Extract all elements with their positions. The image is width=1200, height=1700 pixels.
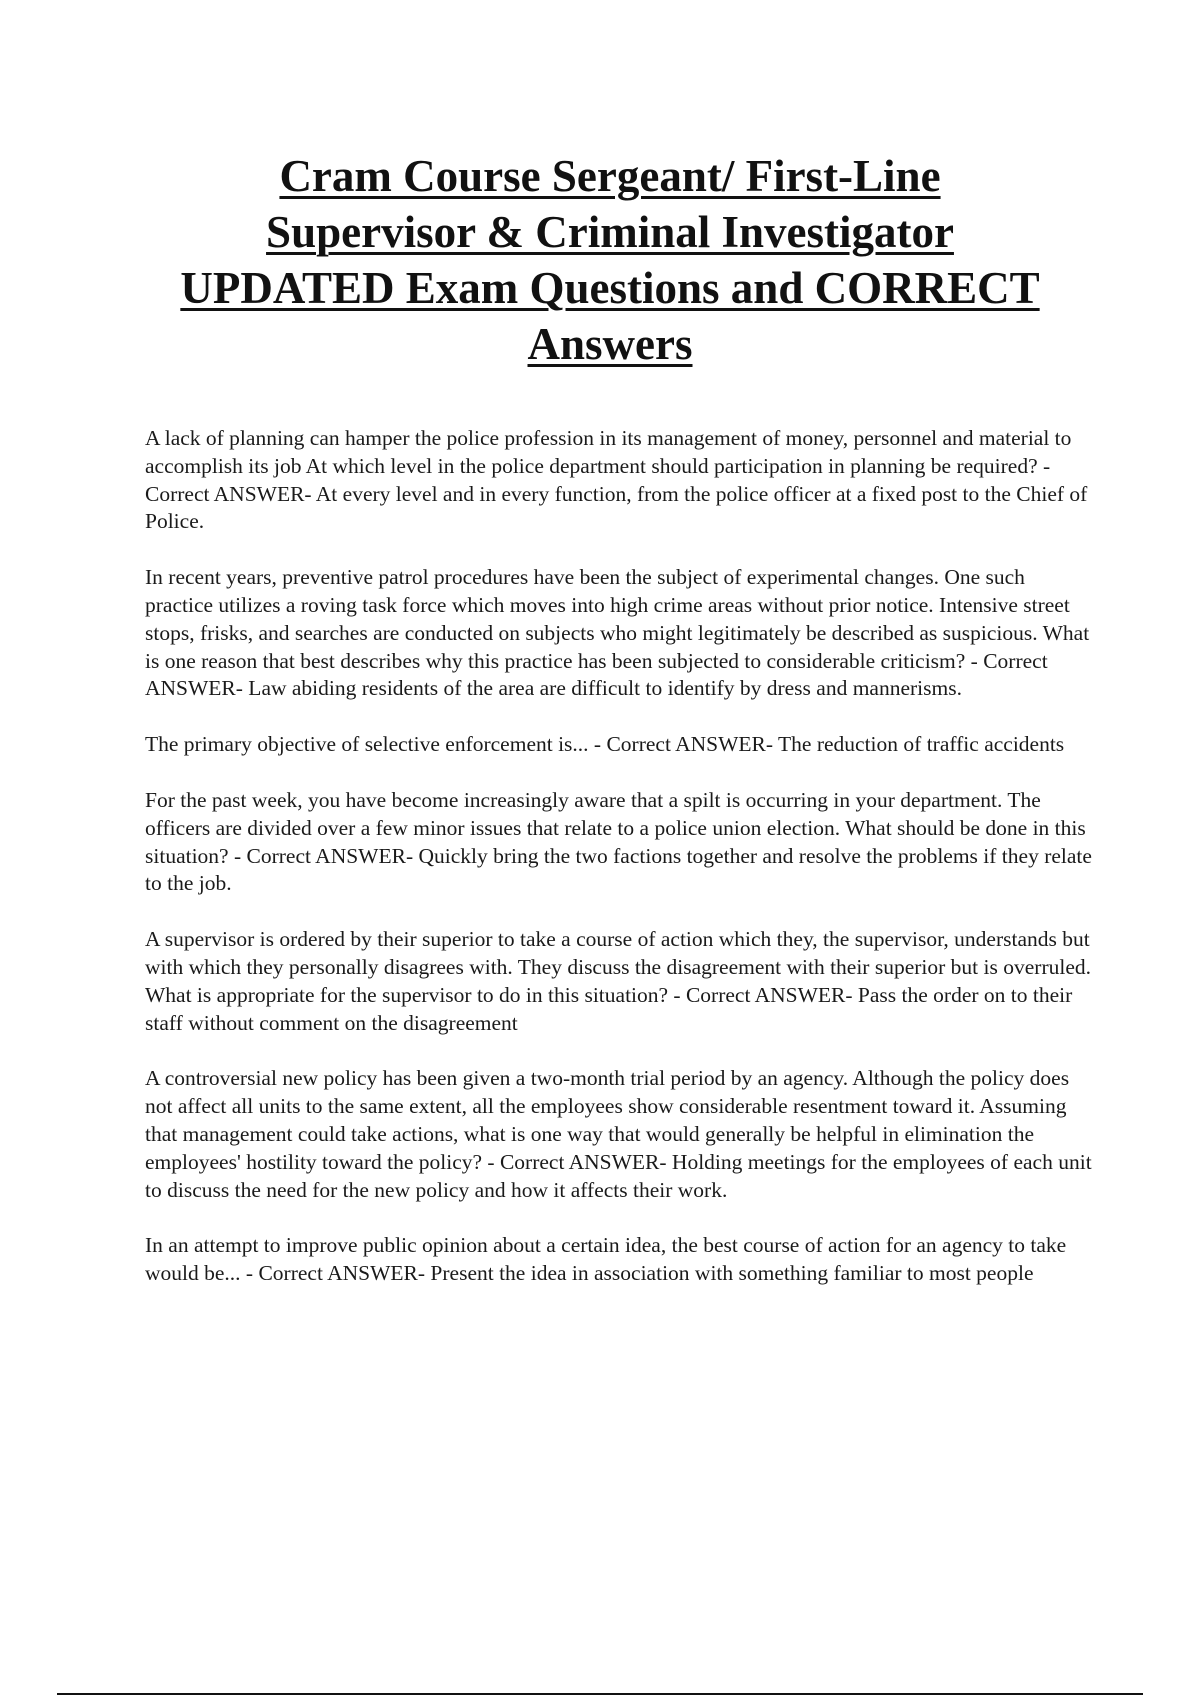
title-line: Answers <box>527 319 693 369</box>
title-line: Supervisor & Criminal Investigator <box>266 207 954 257</box>
title-line: Cram Course Sergeant/ First-Line <box>279 151 941 201</box>
question-answer-item: The primary objective of selective enforcement is... - Correct ANSWER- The reduction of traffic accidents <box>145 732 1065 757</box>
question-answer-item: In an attempt to improve public opinion about a certain idea, the best course of action for an agency to take would be... - Correct ANSWER- Present the idea in association with something familiar to most people <box>145 1233 1067 1286</box>
question-answer-item: A supervisor is ordered by their superior to take a course of action which they, the supervisor, understands but with which they personally disagrees with. They discuss the disagreement with their superior but is overruled. What is appropriate for the supervisor to do in this situation? - Correct ANSWER- Pass the order on to their staff without comment on the disagreement <box>145 927 1091 1035</box>
footer-divider <box>57 1693 1143 1695</box>
question-answer-item: For the past week, you have become increasingly aware that a spilt is occurring in your department. The officers are divided over a few minor issues that relate to a police union election. What should be done in this situation? - Correct ANSWER- Quickly bring the two factions together and resolve the problems if they relate to the job. <box>145 787 1092 896</box>
title-line: UPDATED Exam Questions and CORRECT <box>180 263 1040 313</box>
question-answer-item: In recent years, preventive patrol procedures have been the subject of experimental changes. One such practice utilizes a roving task force which moves into high crime areas without prior notice. Intensive street stops, frisks, and searches are conducted on subjects who might legitimately be described as suspicious. What is one reason that best describes why this practice has been subjected to considerable criticism? - Correct ANSWER- Law abiding residents of the area are difficult to identify by dress and mannerisms. <box>145 565 1090 701</box>
question-answer-item: A controversial new policy has been given a two-month trial period by an agency. Although the policy does not affect all units to the same extent, all the employees show considerable resentment toward it. Assuming that management could take actions, what is one way that would generally be helpful in elimination the employees' hostility toward the policy? - Correct ANSWER- Holding meetings for the employees of each unit to discuss the need for the new policy and how it affects their work. <box>145 1066 1092 1202</box>
question-answer-list <box>145 425 1095 1316</box>
document-title <box>130 148 1090 372</box>
question-answer-item: A lack of planning can hamper the police profession in its management of money, personnel and material to accomplish its job At which level in the police department should participation in planning be required? - Correct ANSWER- At every level and in every function, from the police officer at a fixed post to the Chief of Police. <box>145 426 1088 534</box>
